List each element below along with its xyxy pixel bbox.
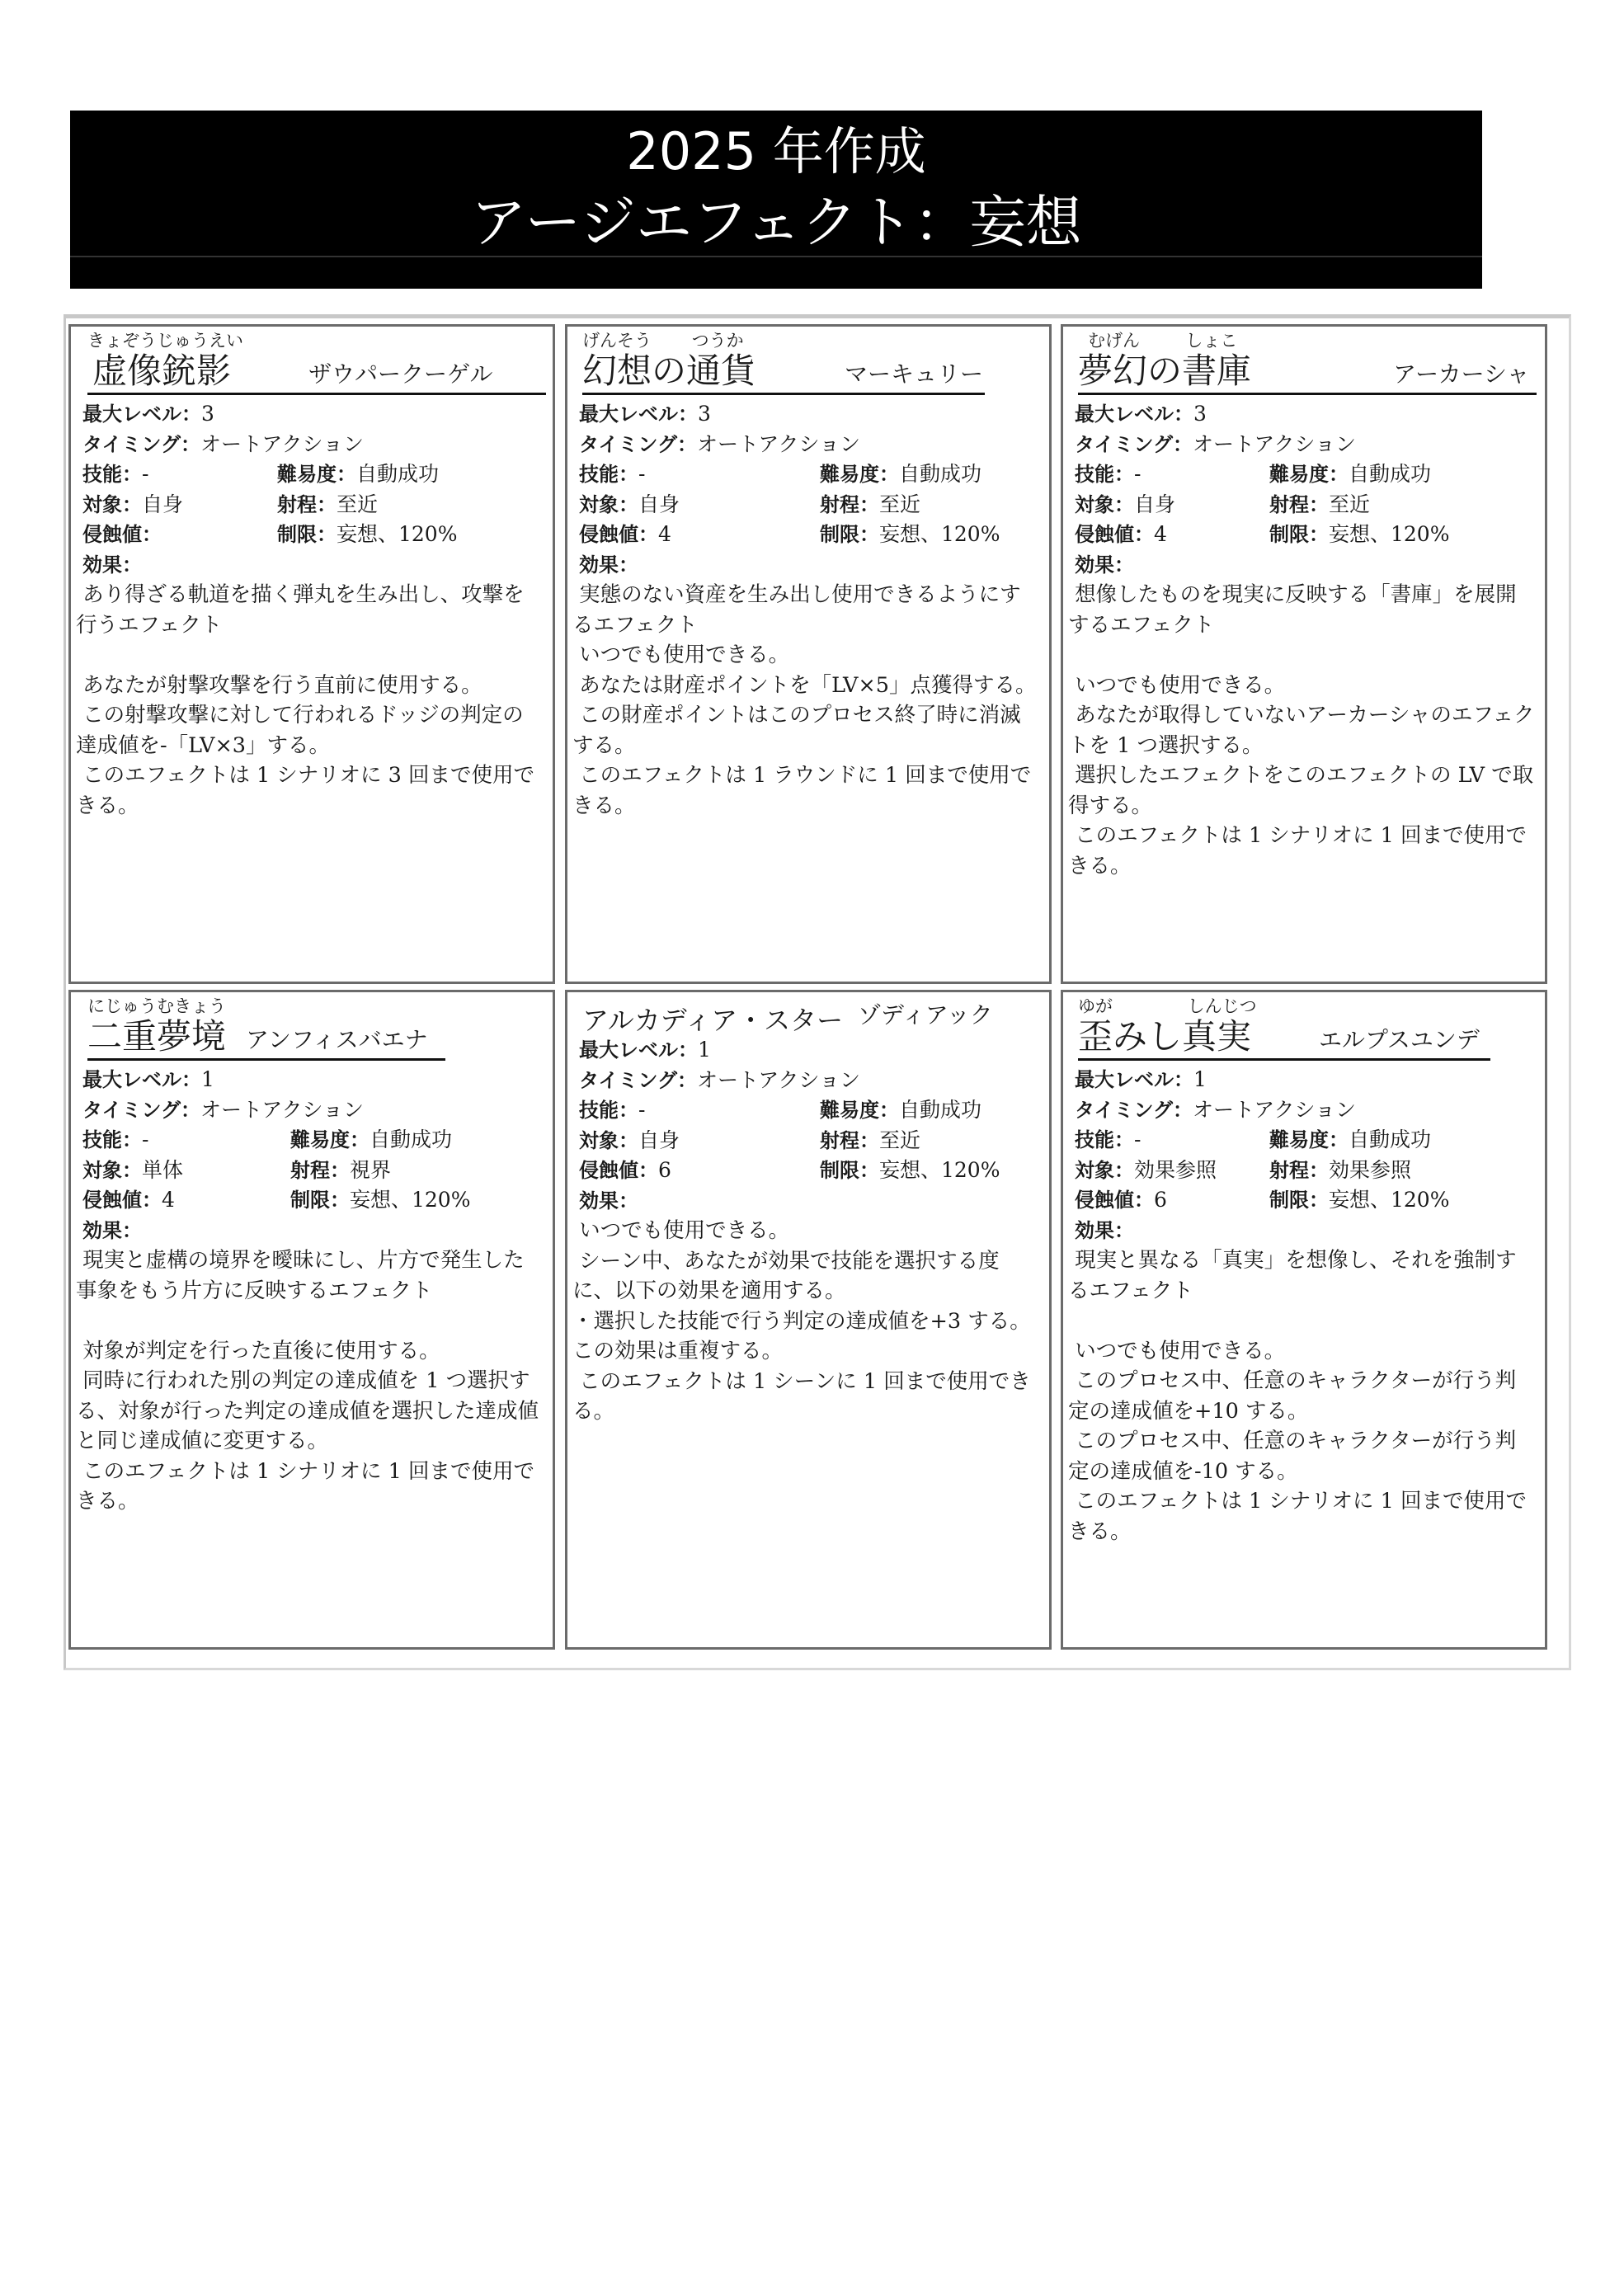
stat-col2 (820, 520, 1000, 550)
stat-col2 (1269, 459, 1431, 490)
stat-label: 最大レベル： (1075, 403, 1193, 426)
effect-card (565, 990, 1052, 1650)
stat-value: 自動成功 (1349, 1128, 1432, 1151)
stat-row (82, 1065, 544, 1095)
stat-row (579, 1156, 1041, 1186)
stat-value: - (1134, 1128, 1142, 1151)
effect-text: 現実と虚構の境界を曖昧にし、片方で発生した事象をもう片方に反映するエフェクト 対象が判定を行った直後に使用する。 同時に行われた別の判定の達成値を 1 つ選択する、対象が行った判定の達成値を選択した達成値と同じ達成値に変更する。 このエフェクトは 1 シナリオに 1 回まで使用できる。 (76, 1248, 539, 1514)
stat-row (1075, 1156, 1537, 1186)
stat-col2 (290, 1156, 391, 1186)
stat-label: 制限： (290, 1189, 350, 1212)
stat-value: オートアクション (697, 431, 861, 456)
stat-value: 効果参照 (1134, 1157, 1217, 1182)
card-ruby: にじゅうむきょう (87, 996, 226, 1016)
stat-row (1075, 399, 1537, 430)
stat-row (82, 1095, 544, 1126)
stat-label: 射程： (1269, 1158, 1329, 1182)
stat-label: 対象： (82, 1158, 142, 1182)
stat-value: 1 (201, 1067, 214, 1091)
effect-label: 効果： (1075, 1218, 1134, 1242)
stat-label: 最大レベル： (82, 403, 201, 426)
stat-label: 侵蝕値： (579, 523, 658, 546)
stat-label: タイミング： (82, 432, 201, 456)
stat-row (579, 520, 1041, 550)
card-stats (1068, 399, 1537, 881)
stat-label: タイミング： (1075, 1098, 1193, 1122)
stat-col2 (1269, 1185, 1449, 1216)
stat-row (1075, 1125, 1537, 1156)
card-stats (76, 399, 544, 821)
document-header (70, 111, 1482, 289)
stat-label: タイミング： (579, 1068, 698, 1092)
stat-value: 妄想、120% (879, 522, 1000, 546)
card-stats (572, 1035, 1041, 1427)
stat-value: 3 (698, 402, 711, 426)
title-underline (1078, 1058, 1490, 1061)
header-year: 2025 年作成 (626, 121, 926, 181)
stat-value: オートアクション (1193, 431, 1357, 456)
title-underline (582, 393, 985, 395)
stat-row (1075, 459, 1537, 490)
stat-value: 視界 (350, 1157, 392, 1182)
stat-label: 射程： (277, 492, 337, 516)
stat-row (579, 1035, 1041, 1066)
stat-label: 侵蝕値： (82, 523, 162, 546)
stat-label: 最大レベル： (82, 1068, 201, 1091)
stat-value: 至近 (879, 492, 921, 516)
effect-card (1061, 324, 1547, 984)
card-stats (572, 399, 1041, 821)
stat-row (579, 1066, 1041, 1096)
effect-text: 想像したものを現実に反映する「書庫」を展開するエフェクト いつでも使用できる。 あなたが取得していないアーカーシャのエフェクトを 1 つ選択する。 選択したエフェクトをこのエフェクトの LV で取得する。 このエフェクトは 1 シナリオに 1 回まで使用できる。 (1068, 582, 1535, 878)
stat-label: 侵蝕値： (82, 1189, 162, 1212)
stat-row (82, 399, 544, 430)
stat-row (82, 1125, 544, 1156)
stat-row (82, 1185, 544, 1216)
effect-text: あり得ざる軌道を描く弾丸を生み出し、攻撃を行うエフェクト あなたが射撃攻撃を行う直前に使用する。 この射撃攻撃に対して行われるドッジの判定の達成値を-「LV×3」する。 このエフェクトは 1 シナリオに 3 回まで使用できる。 (76, 582, 534, 818)
card-reading: アーカーシャ (1393, 360, 1530, 388)
stat-col2 (820, 1126, 920, 1156)
stat-row (1075, 490, 1537, 520)
card-reading: ザウパークーゲル (308, 360, 493, 388)
stat-value: 至近 (337, 492, 379, 516)
header-title: アージエフェクト：妄想 (470, 191, 1082, 256)
stat-value: 至近 (879, 1128, 921, 1152)
stat-value: - (142, 1128, 149, 1151)
stat-row (1075, 1185, 1537, 1216)
stat-label: 難易度： (820, 463, 899, 486)
stat-value: 自身 (142, 492, 184, 516)
card-ruby: きょぞうじゅうえい (87, 331, 243, 351)
stat-value: - (638, 1098, 646, 1122)
stat-row (1075, 430, 1537, 460)
stat-label: 技能： (579, 463, 638, 486)
stat-row (579, 399, 1041, 430)
stat-row (579, 490, 1041, 520)
stat-label: 射程： (820, 492, 879, 516)
stat-label: 最大レベル： (1075, 1068, 1193, 1091)
stat-value: 3 (201, 402, 214, 426)
stat-label: 侵蝕値： (1075, 1189, 1154, 1212)
card-title: アルカディア・スター (582, 1005, 844, 1036)
stat-row (1075, 1095, 1537, 1126)
stat-label: 難易度： (290, 1128, 370, 1151)
stat-col2 (290, 1185, 470, 1216)
card-stats (1068, 1065, 1537, 1547)
stat-label: 制限： (820, 523, 879, 546)
effect-label: 効果： (1075, 553, 1134, 577)
card-ruby: ゆが しんじつ (1078, 996, 1257, 1016)
stat-label: 制限： (1269, 1189, 1329, 1212)
stat-label: 技能： (82, 1128, 142, 1151)
stat-label: 技能： (82, 463, 142, 486)
stat-value: 自身 (1134, 492, 1176, 516)
stat-value: 6 (658, 1158, 671, 1182)
effect-label: 効果： (82, 1218, 142, 1242)
stat-row (579, 1095, 1041, 1126)
stat-value: - (1134, 462, 1142, 486)
stat-col2 (277, 490, 378, 520)
stat-value: オートアクション (697, 1067, 861, 1092)
stat-col2 (1269, 520, 1449, 550)
stat-row (1075, 520, 1537, 550)
stat-value: オートアクション (200, 1097, 365, 1122)
stat-col2 (277, 459, 439, 490)
stat-value: 妄想、120% (1329, 522, 1450, 546)
stat-label: 技能： (1075, 1128, 1134, 1151)
stat-label: 最大レベル： (579, 1038, 698, 1062)
stat-value: - (142, 462, 149, 486)
title-underline (87, 1058, 445, 1061)
stat-label: 対象： (1075, 492, 1134, 516)
stat-value: 1 (698, 1038, 711, 1062)
stat-value: 自動成功 (899, 462, 982, 486)
stat-row (579, 459, 1041, 490)
stat-value: オートアクション (1193, 1097, 1357, 1122)
stat-label: 技能： (1075, 463, 1134, 486)
stat-label: タイミング： (82, 1098, 201, 1122)
stat-value: 4 (162, 1188, 175, 1212)
stat-value: 自身 (638, 1128, 680, 1152)
effect-card (565, 324, 1052, 984)
stat-value: オートアクション (200, 431, 365, 456)
stat-value: 単体 (142, 1157, 184, 1182)
stat-value: 4 (1154, 522, 1167, 546)
stat-value: - (638, 462, 646, 486)
stat-col2 (1269, 1125, 1431, 1156)
stat-row (579, 430, 1041, 460)
card-title: 二重夢境 (87, 1016, 227, 1057)
stat-label: 射程： (1269, 492, 1329, 516)
stat-label: 対象： (579, 1128, 638, 1152)
stat-label: 制限： (820, 1159, 879, 1182)
effect-card (68, 324, 555, 984)
stat-value: 妄想、120% (1329, 1188, 1450, 1212)
stat-label: タイミング： (1075, 432, 1193, 456)
stat-row (82, 430, 544, 460)
stat-label: 難易度： (1269, 463, 1349, 486)
card-reading: ゾディアック (858, 1001, 993, 1029)
stat-label: 制限： (1269, 523, 1329, 546)
stat-label: 侵蝕値： (1075, 523, 1154, 546)
stat-label: 侵蝕値： (579, 1159, 658, 1182)
stat-value: 1 (1193, 1067, 1207, 1091)
effect-label: 効果： (579, 553, 638, 577)
stat-col2 (1269, 490, 1370, 520)
header-divider (70, 256, 1482, 257)
stat-row (82, 520, 544, 550)
title-underline (1078, 393, 1537, 395)
effect-text: いつでも使用できる。 シーン中、あなたが効果で技能を選択する度に、以下の効果を適用する。 ・選択した技能で行う判定の達成値を+3 する。この効果は重複する。 このエフェクトは 1 シーンに 1 回まで使用できる。 (572, 1218, 1031, 1424)
effect-text: 実態のない資産を生み出し使用できるようにするエフェクト いつでも使用できる。 あなたは財産ポイントを「LV×5」点獲得する。 この財産ポイントはこのプロセス終了時に消滅する。 このエフェクトは 1 ラウンドに 1 回まで使用できる。 (572, 582, 1037, 818)
stat-label: 射程： (290, 1158, 350, 1182)
title-underline (87, 393, 546, 395)
stat-value: 自身 (638, 492, 680, 516)
card-title: 歪みし真実 (1078, 1016, 1252, 1057)
stat-value: 妄想、120% (350, 1188, 471, 1212)
stat-value: 自動成功 (1349, 462, 1432, 486)
card-reading: エルプスユンデ (1319, 1026, 1480, 1053)
stat-row (82, 459, 544, 490)
stat-col2 (290, 1125, 452, 1156)
card-reading: アンフィスバエナ (246, 1026, 428, 1053)
card-title: 夢幻の書庫 (1078, 351, 1252, 391)
stat-label: 制限： (277, 523, 337, 546)
stat-label: 最大レベル： (579, 403, 698, 426)
stat-label: 対象： (579, 492, 638, 516)
stat-col2 (277, 520, 457, 550)
stat-col2 (1269, 1156, 1411, 1186)
stat-col2 (820, 1156, 1000, 1186)
stat-label: 対象： (82, 492, 142, 516)
card-stats (76, 1065, 544, 1517)
stat-value: 妄想、120% (879, 1158, 1000, 1182)
stat-label: 対象： (1075, 1158, 1134, 1182)
stat-label: タイミング： (579, 432, 698, 456)
stat-value: 至近 (1329, 492, 1371, 516)
effect-label: 効果： (579, 1189, 638, 1212)
card-title: 虚像銃影 (92, 351, 232, 391)
stat-value: 妄想、120% (337, 522, 458, 546)
stat-value: 自動成功 (370, 1128, 453, 1151)
stat-value: 4 (658, 522, 671, 546)
stat-label: 難易度： (820, 1099, 899, 1122)
effect-card (68, 990, 555, 1650)
effect-card (1061, 990, 1547, 1650)
effect-label: 効果： (82, 553, 142, 577)
stat-label: 射程： (820, 1128, 879, 1152)
stat-value: 自動成功 (356, 462, 440, 486)
card-title: 幻想の通貨 (582, 351, 756, 391)
stat-value: 自動成功 (899, 1098, 982, 1122)
stat-row (579, 1126, 1041, 1156)
card-ruby: むげん しょこ (1088, 331, 1238, 351)
card-ruby: げんそう つうか (582, 331, 744, 351)
stat-value: 3 (1193, 402, 1207, 426)
stat-value: 効果参照 (1329, 1157, 1412, 1182)
stat-col2 (820, 1095, 981, 1126)
stat-label: 技能： (579, 1099, 638, 1122)
stat-row (82, 1156, 544, 1186)
stat-label: 難易度： (277, 463, 356, 486)
stat-row (82, 490, 544, 520)
stat-value: 6 (1154, 1188, 1167, 1212)
stat-label: 難易度： (1269, 1128, 1349, 1151)
effect-text: 現実と異なる「真実」を想像し、それを強制するエフェクト いつでも使用できる。 このプロセス中、任意のキャラクターが行う判定の達成値を+10 する。 このプロセス中、任意のキャラクターが行う判定の達成値を-10 する。 このエフェクトは 1 シナリオに 1 回まで使用できる。 (1068, 1248, 1527, 1544)
stat-row (1075, 1065, 1537, 1095)
stat-col2 (820, 459, 981, 490)
card-reading: マーキュリー (845, 360, 984, 388)
stat-col2 (820, 490, 920, 520)
